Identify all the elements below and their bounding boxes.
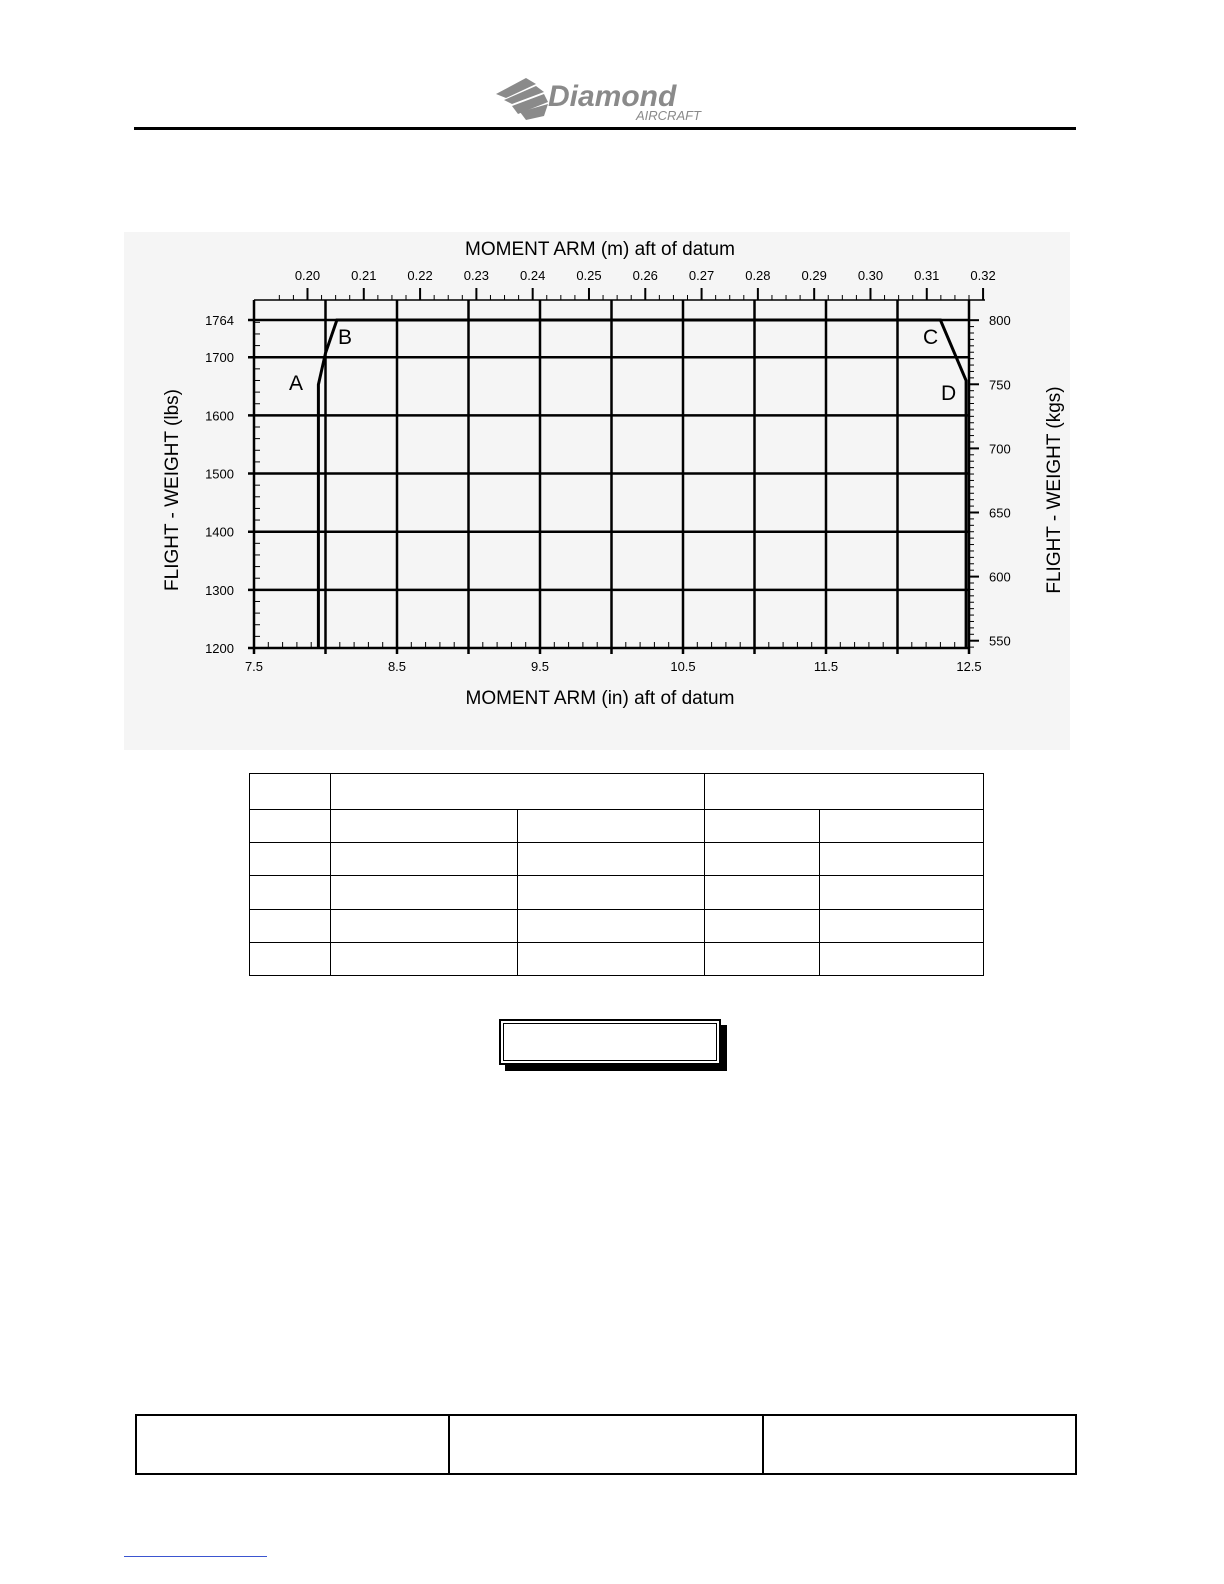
left-tick-label: 1500 xyxy=(205,466,234,482)
left-tick-label: 1600 xyxy=(205,408,234,424)
cg-envelope-svg xyxy=(124,232,1070,750)
table-header-row xyxy=(250,774,984,810)
diamond-wing-icon xyxy=(496,78,548,120)
top-tick-label: 0.30 xyxy=(857,268,884,283)
table-cell xyxy=(705,843,820,876)
table-cell xyxy=(331,810,518,843)
table-cell xyxy=(705,942,820,975)
table-cell xyxy=(820,909,984,942)
cg-envelope-chart xyxy=(124,232,1070,750)
table-cell xyxy=(518,843,705,876)
table-cell xyxy=(518,942,705,975)
cg-limits-table xyxy=(249,773,984,976)
point-label-d: D xyxy=(941,382,957,405)
table-cell xyxy=(518,810,705,843)
bottom-tick-label: 12.5 xyxy=(956,659,982,674)
chart-ticks xyxy=(254,288,983,648)
left-tick-label: 1200 xyxy=(205,641,234,656)
table-row xyxy=(250,843,984,876)
footer-cell xyxy=(449,1415,762,1474)
top-tick-label: 0.23 xyxy=(463,268,490,283)
right-tick-label: 700 xyxy=(989,441,1011,457)
footer-link-underline[interactable] xyxy=(124,1556,267,1557)
table-row xyxy=(250,876,984,909)
table-cell xyxy=(331,942,518,975)
table-cell xyxy=(705,909,820,942)
table-cell xyxy=(820,942,984,975)
top-tick-label: 0.20 xyxy=(294,268,321,283)
header-rule xyxy=(134,127,1076,130)
point-label-c: C xyxy=(923,326,939,349)
table-cell xyxy=(705,810,820,843)
logo-text: Diamond xyxy=(548,80,677,113)
left-tick-label: 1300 xyxy=(205,582,234,598)
right-tick-label: 750 xyxy=(989,377,1011,393)
right-tick-label: 800 xyxy=(989,313,1011,329)
cg-envelope-line xyxy=(318,320,966,648)
right-tick-label: 650 xyxy=(989,505,1011,521)
table-cell xyxy=(250,843,331,876)
left-tick-label: 1700 xyxy=(205,350,234,366)
bottom-tick-label: 7.5 xyxy=(244,659,264,674)
point-label-a: A xyxy=(289,372,304,395)
top-tick-label: 0.24 xyxy=(520,268,546,283)
table-cell xyxy=(250,909,331,942)
table-row xyxy=(250,942,984,975)
x-axis-bottom-title: MOMENT ARM (in) aft of datum xyxy=(465,688,735,709)
table-cell xyxy=(820,810,984,843)
top-tick-label: 0.29 xyxy=(801,268,827,283)
table-cell xyxy=(518,876,705,909)
figure-label-box xyxy=(499,1019,721,1065)
bottom-tick-label: 9.5 xyxy=(530,659,550,674)
table-cell xyxy=(250,774,331,810)
chart-grid xyxy=(248,300,985,654)
table-row xyxy=(250,909,984,942)
bottom-tick-label: 11.5 xyxy=(813,659,839,674)
y-axis-right-title: FLIGHT - WEIGHT (kgs) xyxy=(1044,386,1065,594)
table-subheader-row xyxy=(250,810,984,843)
table-cell xyxy=(331,774,705,810)
y-axis-left-title: FLIGHT - WEIGHT (lbs) xyxy=(162,389,183,591)
table-cell xyxy=(250,942,331,975)
top-tick-label: 0.26 xyxy=(632,268,658,283)
left-tick-label: 1764 xyxy=(205,313,234,328)
table-cell xyxy=(250,810,331,843)
left-tick-label: 1400 xyxy=(205,524,234,540)
table-cell xyxy=(250,876,331,909)
bottom-tick-label: 8.5 xyxy=(387,659,407,674)
top-tick-label: 0.31 xyxy=(914,268,940,283)
top-tick-label: 0.22 xyxy=(407,268,433,283)
point-label-b: B xyxy=(338,326,353,349)
table-cell xyxy=(518,909,705,942)
right-tick-label: 600 xyxy=(989,569,1011,585)
diamond-aircraft-logo xyxy=(496,74,736,126)
logo-subtext: AIRCRAFT xyxy=(636,108,701,123)
table-cell xyxy=(331,876,518,909)
right-tick-label: 550 xyxy=(989,633,1011,649)
top-tick-label: 0.28 xyxy=(745,268,771,283)
top-tick-label: 0.25 xyxy=(576,268,602,283)
table-cell xyxy=(331,843,518,876)
table-cell xyxy=(820,843,984,876)
table-cell xyxy=(820,876,984,909)
top-tick-label: 0.21 xyxy=(351,268,377,283)
footer-cell xyxy=(136,1415,449,1474)
table-cell xyxy=(705,876,820,909)
footer-cell xyxy=(763,1415,1076,1474)
top-tick-label: 0.32 xyxy=(970,268,996,283)
top-tick-label: 0.27 xyxy=(688,268,715,283)
figure-label-box-inner xyxy=(503,1023,717,1061)
table-cell xyxy=(331,909,518,942)
table-cell xyxy=(705,774,984,810)
footer-table xyxy=(135,1414,1077,1475)
x-axis-top-title: MOMENT ARM (m) aft of datum xyxy=(465,239,735,260)
bottom-tick-label: 10.5 xyxy=(670,659,696,674)
